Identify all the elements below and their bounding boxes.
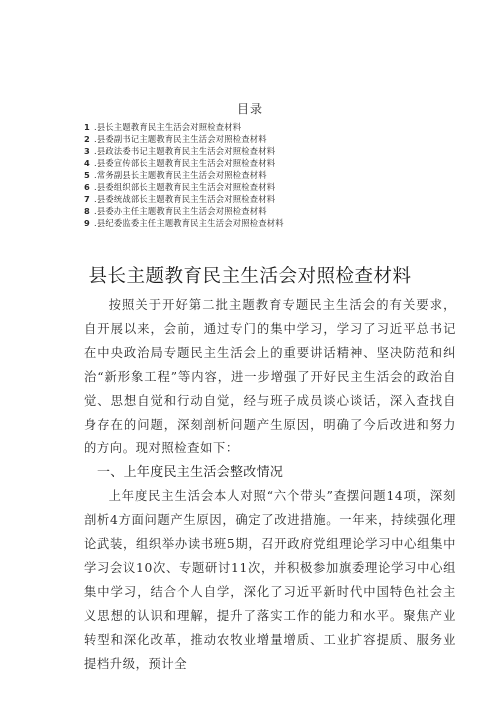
document-title: 县长主题教育民主生活会对照检查材料 bbox=[88, 266, 412, 287]
toc-item-number: 4 bbox=[84, 158, 90, 168]
toc-item-number: 1 bbox=[84, 122, 90, 132]
toc-item[interactable] bbox=[84, 193, 424, 205]
toc-item[interactable] bbox=[84, 205, 424, 217]
toc-item[interactable] bbox=[84, 169, 424, 181]
toc-item[interactable] bbox=[84, 157, 424, 169]
toc-item-number: 2 bbox=[84, 134, 90, 144]
toc-item[interactable] bbox=[84, 145, 424, 157]
section-paragraph: 上年度民主生活会本人对照“六个带头”查摆问题14项，深刻剖析4方面问题产生原因，确定了改进措施。一年来，持续强化理论武装，组织举办读书班5期，召开政府党组理论学习中心组集中学习会议10次、专题研讨11次，并积极参加旗委理论学习中心组集中学习，结合个人自学，深化了习近平新时代中国特色社会主义思想的认识和理解，提升了落实工作的能力和水平。聚焦产业转型和深化改革，推动农牧业增量增质、工业扩容提质、服务业提档升级，预计全 bbox=[84, 489, 456, 671]
toc-item-number: 7 bbox=[84, 194, 90, 204]
toc-item-text: .县委统战部长主题教育民主生活会对照检查材料 bbox=[94, 194, 276, 204]
toc-item-text: .常务副县长主题教育民主生活会对照检查材料 bbox=[94, 170, 267, 180]
toc-item-number: 6 bbox=[84, 182, 90, 192]
toc-item-number: 5 bbox=[84, 170, 90, 180]
toc-item[interactable] bbox=[84, 133, 424, 145]
toc-item-number: 9 bbox=[84, 218, 90, 228]
toc-item-text: .县委办主任主题教育民主生活会对照检查材料 bbox=[94, 206, 267, 216]
table-of-contents bbox=[84, 121, 424, 229]
toc-item-number: 3 bbox=[84, 146, 90, 156]
toc-item-text: .县政法委书记主题教育民主生活会对照检查材料 bbox=[94, 146, 276, 156]
toc-item-text: .县纪委监委主任主题教育民主生活会对照检查材料 bbox=[94, 218, 284, 228]
document-body bbox=[84, 294, 456, 677]
toc-item[interactable] bbox=[84, 181, 424, 193]
toc-item-text: .县委副书记主题教育民主生活会对照检查材料 bbox=[94, 134, 267, 144]
toc-item[interactable] bbox=[84, 217, 424, 229]
toc-item-number: 8 bbox=[84, 206, 90, 216]
toc-item[interactable] bbox=[84, 121, 424, 133]
toc-item-text: .县委宣传部长主题教育民主生活会对照检查材料 bbox=[94, 158, 276, 168]
toc-item-text: .县委组织部长主题教育民主生活会对照检查材料 bbox=[94, 182, 276, 192]
section-heading: 一、上年度民主生活会整改情况 bbox=[97, 465, 284, 481]
intro-paragraph: 按照关于开好第二批主题教育专题民主生活会的有关要求，自开展以来，会前，通过专门的集中学习，学习了习近平总书记在中央政治局专题民主生活会上的重要讲话精神、坚决防范和纠治“新形象工程”等内容，进一步增强了开好民主生活会的政治自觉、思想自觉和行动自觉，经与班子成员谈心谈话，深入查找自身存在的问题，深刻剖析问题产生原因，明确了今后改进和努力的方向。现对照检查如下： bbox=[84, 298, 456, 456]
toc-title: 目录 bbox=[236, 102, 263, 116]
toc-item-text: .县长主题教育民主生活会对照检查材料 bbox=[94, 122, 242, 132]
